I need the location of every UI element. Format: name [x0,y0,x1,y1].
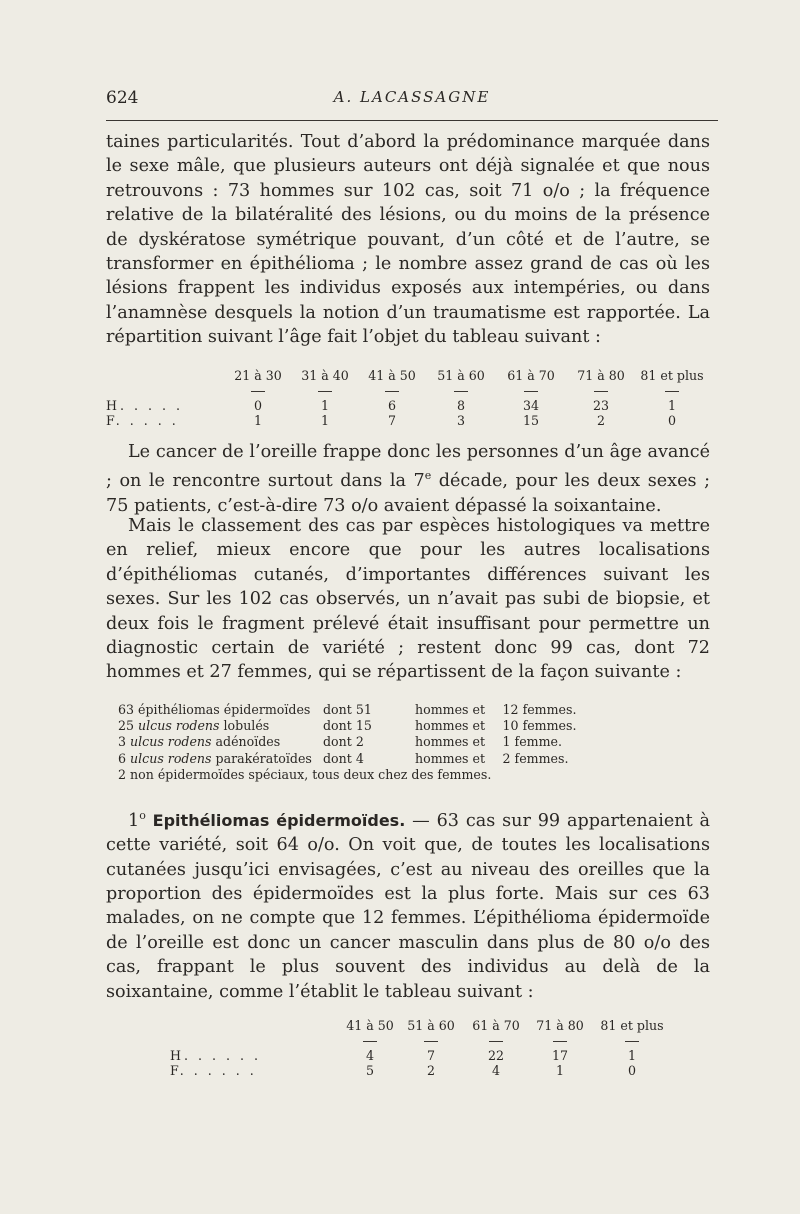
list-item [118,734,576,750]
dont-word: dont [323,718,352,734]
age-table-row-women [106,413,708,428]
page-header [106,88,718,112]
page-number: 624 [106,88,139,108]
header-rule [106,120,718,121]
women-label: femmes. [522,718,577,734]
table-cell: 1 [555,1063,564,1078]
men-count: 2 [355,734,364,750]
women-count: 1 [502,734,511,750]
histology-type: ulcus rodens [130,734,212,750]
age-header: 41 à 50 [368,368,416,383]
superscript: o [139,809,146,822]
histology-subtype: adénoïdes [211,734,281,750]
list-item [118,751,576,767]
age-table-header-row [170,1018,672,1033]
age-header: 71 à 80 [577,368,625,383]
age-table-all-cases [106,368,708,428]
et-word: et [472,718,486,734]
age-header: 81 et plus [600,1018,664,1033]
age-header: 71 à 80 [536,1018,584,1033]
men-label: hommes [415,750,469,766]
dash-mark [454,391,468,392]
women-label: femme. [514,734,563,750]
dash-mark [385,391,399,392]
table-cell: 1 [667,398,676,413]
table-cell: 1 [627,1048,636,1063]
case-count: 3 [118,734,127,750]
row-label-men: H. . . . . . [170,1048,262,1063]
table-cell: 3 [456,413,465,428]
dash-mark [625,1041,639,1042]
table-cell: 1 [320,413,329,428]
age-table-dash-row [170,1033,672,1048]
list-item [118,702,576,718]
superscript: e [424,469,432,483]
table-cell: 17 [551,1048,569,1063]
table-cell: 0 [667,413,676,428]
case-count: 25 [118,718,135,734]
histology-subtype: lobulés [219,718,270,734]
table-cell: 0 [253,398,262,413]
table-cell: 0 [627,1063,636,1078]
table-cell: 34 [522,398,540,413]
case-count: 63 [118,702,135,717]
women-count: 2 [502,750,511,766]
age-header: 51 à 60 [407,1018,455,1033]
age-table-corner [106,368,224,383]
women-label: femmes. [522,702,577,717]
et-word: et [472,702,486,717]
table-cell: 4 [365,1048,374,1063]
table-cell: 2 [596,413,605,428]
row-label-women: F. . . . . . [170,1063,257,1078]
dash-mark [363,1041,377,1042]
table-cell: 5 [365,1063,374,1078]
men-label: hommes [415,718,469,734]
dash-mark [553,1041,567,1042]
dont-word: dont [323,734,352,750]
women-count: 12 [502,702,519,717]
histology-type: ulcus rodens [130,750,212,766]
age-header: 61 à 70 [472,1018,520,1033]
list-item: 2 non épidermoïdes spéciaux, tous deux chez des femmes. [118,766,492,782]
paragraph-histology: Mais le classement des cas par espèces histologiques va mettre en relief, mieux encore que pour les autres localisations d’épithéliomas cutanés, d’importantes différences suivant les sexes. Sur les 102 cas observés, un n’avait pas subi de biopsie, et deux fois le fragment prélevé était insuffisant pour permettre un diagnostic certain de variété ; restent donc 99 cas, dont 72 hommes et 27 femmes, qui se répartissent de la façon suivante : [106,516,710,683]
et-word: et [472,734,486,750]
dont-word: dont [323,750,352,766]
section-heading: Epithéliomas épidermoïdes. [145,810,406,830]
text-run: Le cancer de l’oreille frappe donc les personnes d’un âge avancé ; on le rencontre surtout dans la 7 [106,442,710,492]
men-count: 15 [355,718,372,734]
dash-mark [318,391,332,392]
case-count: 6 [118,750,127,766]
age-header: 81 et plus [640,368,704,383]
paragraph-age-comment [106,440,710,518]
histology-subtype: parakératoïdes [211,750,312,766]
dash-mark [665,391,679,392]
section-number: 1 [128,810,140,831]
age-header: 21 à 30 [234,368,282,383]
age-table-row-women [170,1063,672,1078]
men-count: 51 [355,702,372,717]
running-title: A. LACASSAGNE [333,88,491,106]
age-table-dash-row [106,383,708,398]
row-label-men: H. . . . . [106,398,184,413]
table-cell: 1 [320,398,329,413]
table-cell: 2 [426,1063,435,1078]
dash-mark [594,391,608,392]
table-cell: 1 [253,413,262,428]
text-run: décade, pour les deux sexes ; 75 patients, c’est-à-dire 73 o/o avaient dépassé la soixantaine. [106,471,710,516]
histology-list [118,702,576,783]
women-label: femmes. [514,750,569,766]
histology-type: ulcus rodens [138,718,220,734]
age-header: 51 à 60 [437,368,485,383]
dash-mark [251,391,265,392]
men-count: 4 [355,750,364,766]
table-cell: 8 [456,398,465,413]
table-cell: 7 [426,1048,435,1063]
men-label: hommes [415,734,469,750]
table-cell: 6 [387,398,396,413]
dont-word: dont [323,702,352,717]
table-cell: 23 [592,398,610,413]
age-table-row-men [106,398,708,413]
et-word: et [472,750,486,766]
men-label: hommes [415,702,469,717]
age-header: 61 à 70 [507,368,555,383]
age-header: 31 à 40 [301,368,349,383]
dash-mark [424,1041,438,1042]
age-table-corner [170,1018,342,1033]
dash-mark [489,1041,503,1042]
table-cell: 4 [491,1063,500,1078]
dash-mark [524,391,538,392]
table-cell: 22 [487,1048,505,1063]
table-cell: 7 [387,413,396,428]
histology-type: épithéliomas épidermoïdes [138,702,311,717]
age-table-epidermoid [170,1018,672,1078]
paragraph-epidermoid [106,804,710,1004]
women-count: 10 [502,718,519,734]
age-table-header-row [106,368,708,383]
table-cell: 15 [522,413,540,428]
age-table-row-men [170,1048,672,1063]
paragraph-intro: taines particularités. Tout d’abord la prédominance marquée dans le sexe mâle, que plusieurs auteurs ont déjà signalée et que nous retrouvons : 73 hommes sur 102 cas, soit 71 o/o ; la fréquence relative de la bilatéralité des lésions, ou du moins de la présence de dyskératose symétrique pouvant, d’un côté et de l’autre, se transformer en épithélioma ; le nombre assez grand de cas où les lésions frappent les individus exposés aux intempéries, ou dans l’anamnèse desquels la notion d’un traumatisme est rapportée. La répartition suivant l’âge fait l’objet du tableau suivant : [106,132,710,348]
age-header: 41 à 50 [346,1018,394,1033]
row-label-women: F. . . . . [106,413,179,428]
text-run: — 63 cas sur 99 appartenaient à cette variété, soit 64 o/o. On voit que, de toutes les localisations cutanées jusqu’ici envisagées, c’est au niveau des oreilles que la proportion des épidermoïdes est la plus forte. Mais sur ces 63 malades, on ne compte que 12 femmes. L’épithélioma épidermoïde de l’oreille est donc un cancer masculin dans plus de 80 o/o des cas, frappant le plus souvent des individus au delà de la soixantaine, comme l’établit le tableau suivant : [106,810,711,1002]
list-item [118,718,576,734]
